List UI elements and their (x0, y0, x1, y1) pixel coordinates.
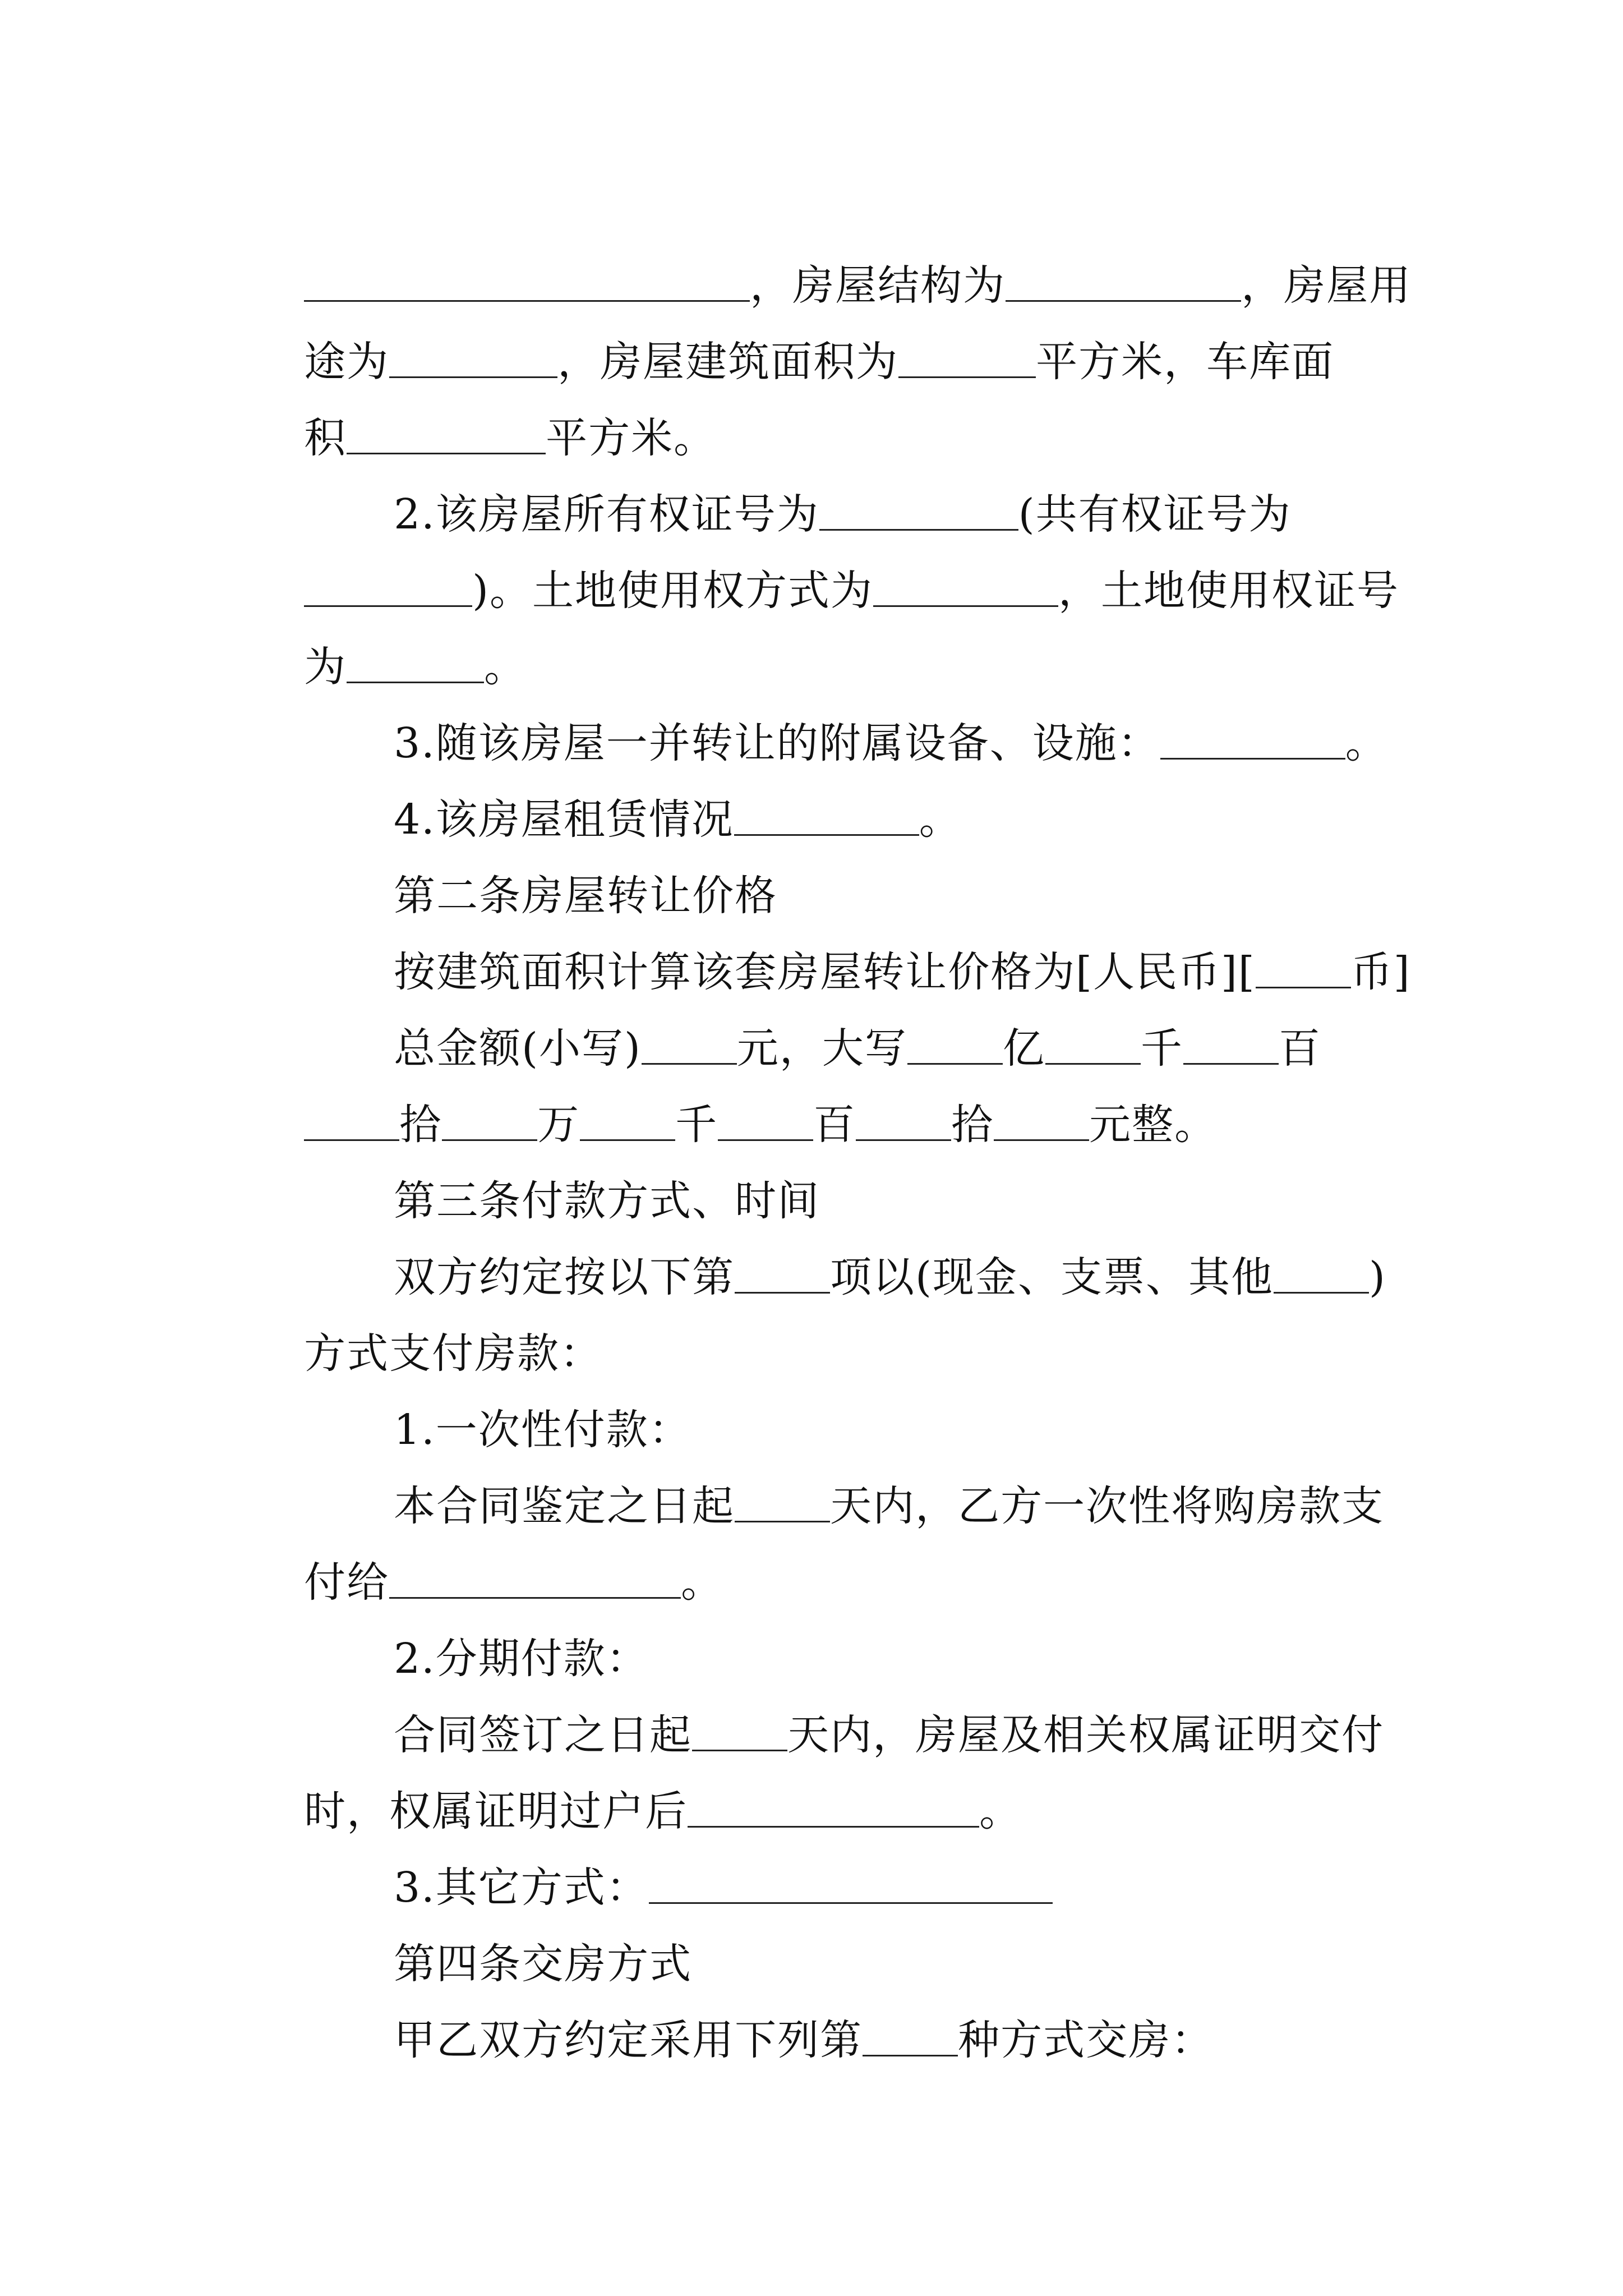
text-segment: 积 (304, 414, 347, 462)
text-segment: 平方米。 (546, 414, 717, 462)
text-segment: 甲乙双方约定采用下列第 (394, 2016, 863, 2064)
blank-underline (649, 1869, 1053, 1904)
blank-underline (692, 1716, 787, 1751)
text-segment: 。 (979, 1787, 1022, 1835)
text-segment: 本合同鉴定之日起 (394, 1482, 735, 1530)
blank-underline (1160, 724, 1345, 760)
text-segment: 方式支付房款： (304, 1329, 603, 1378)
blank-underline (347, 419, 546, 454)
blank-underline (642, 1029, 737, 1065)
text-segment: ，房屋用 (1241, 261, 1412, 310)
text-segment: ) (1368, 1253, 1386, 1301)
text-segment: 项以(现金、支票、其他 (830, 1253, 1274, 1301)
text-segment: 。 (1345, 719, 1388, 767)
blank-underline (734, 800, 919, 836)
text-segment: 千 (1140, 1024, 1183, 1073)
text-segment: 第三条付款方式、时间 (394, 1177, 820, 1225)
blank-underline (580, 1106, 675, 1141)
text-segment: ，土地使用权证号 (1058, 567, 1399, 615)
blank-underline (1256, 953, 1351, 988)
text-segment: 双方约定按以下第 (394, 1253, 735, 1301)
text-segment: 1.一次性付款： (394, 1406, 691, 1454)
text-segment: 。 (919, 795, 962, 844)
text-segment: 千 (675, 1101, 718, 1149)
blank-underline (863, 2021, 958, 2056)
blank-underline (873, 572, 1058, 607)
blank-underline (1183, 1029, 1279, 1065)
text-segment: 平方米，车库面 (1036, 338, 1335, 386)
blank-underline (907, 1029, 1003, 1065)
text-segment: 币] (1350, 948, 1411, 996)
text-segment: 元整。 (1089, 1101, 1218, 1149)
blank-underline (856, 1106, 951, 1141)
text-segment: 第二条房屋转让价格 (394, 872, 778, 920)
text-segment: 合同签订之日起 (394, 1711, 693, 1759)
blank-underline (389, 343, 557, 378)
blank-underline (718, 1106, 813, 1141)
text-segment: ，房屋建筑面积为 (557, 338, 899, 386)
blank-underline (819, 495, 1018, 531)
text-segment: 总金额(小写) (394, 1024, 642, 1073)
text-segment: 百 (1278, 1024, 1321, 1073)
text-segment: 。 (681, 1558, 724, 1607)
blank-underline (735, 1487, 830, 1522)
text-segment: 2.分期付款： (394, 1635, 649, 1683)
text-segment: 3.随该房屋一并转让的附属设备、设施： (394, 719, 1160, 767)
blank-underline (1274, 1258, 1369, 1294)
text-segment: 亿 (1002, 1024, 1045, 1073)
blank-underline (1045, 1029, 1141, 1065)
text-segment: (共有权证号为 (1018, 490, 1292, 539)
text-segment: 3.其它方式： (394, 1864, 649, 1912)
text-segment: )。土地使用权方式为 (472, 567, 873, 615)
text-segment: 第四条交房方式 (394, 1940, 693, 1988)
text-segment: 天内，房屋及相关权属证明交付 (787, 1711, 1385, 1759)
text-segment: ，房屋结构为 (750, 261, 1006, 310)
blank-underline (688, 1792, 979, 1828)
text-segment: 天内，乙方一次性将购房款支 (830, 1482, 1385, 1530)
text-segment: 拾 (399, 1101, 442, 1149)
text-segment: 途为 (304, 338, 390, 386)
blank-underline (735, 1258, 830, 1294)
blank-underline (1006, 266, 1241, 302)
text-segment: 元，大写 (736, 1024, 907, 1073)
blank-underline (994, 1106, 1089, 1141)
text-segment: 4.该房屋租赁情况 (394, 795, 734, 844)
blank-underline (304, 572, 472, 607)
blank-underline (442, 1106, 537, 1141)
text-segment: 。 (484, 643, 527, 691)
blank-underline (304, 1106, 399, 1141)
text-segment: 拾 (951, 1101, 994, 1149)
text-segment: 万 (537, 1101, 580, 1149)
text-segment: 付给 (304, 1558, 390, 1607)
blank-underline (898, 343, 1036, 378)
blank-underline (347, 648, 484, 683)
blank-underline (389, 1563, 681, 1599)
text-segment: 种方式交房： (958, 2016, 1214, 2064)
text-segment: 2.该房屋所有权证号为 (394, 490, 819, 539)
text-segment: 按建筑面积计算该套房屋转让价格为[人民币][ (394, 948, 1256, 996)
blank-underline (304, 266, 750, 302)
text-segment: 百 (813, 1101, 856, 1149)
text-segment: 为 (304, 643, 347, 691)
text-segment: 时，权属证明过户后 (304, 1787, 688, 1835)
paragraph-line (336, 1978, 1214, 2102)
